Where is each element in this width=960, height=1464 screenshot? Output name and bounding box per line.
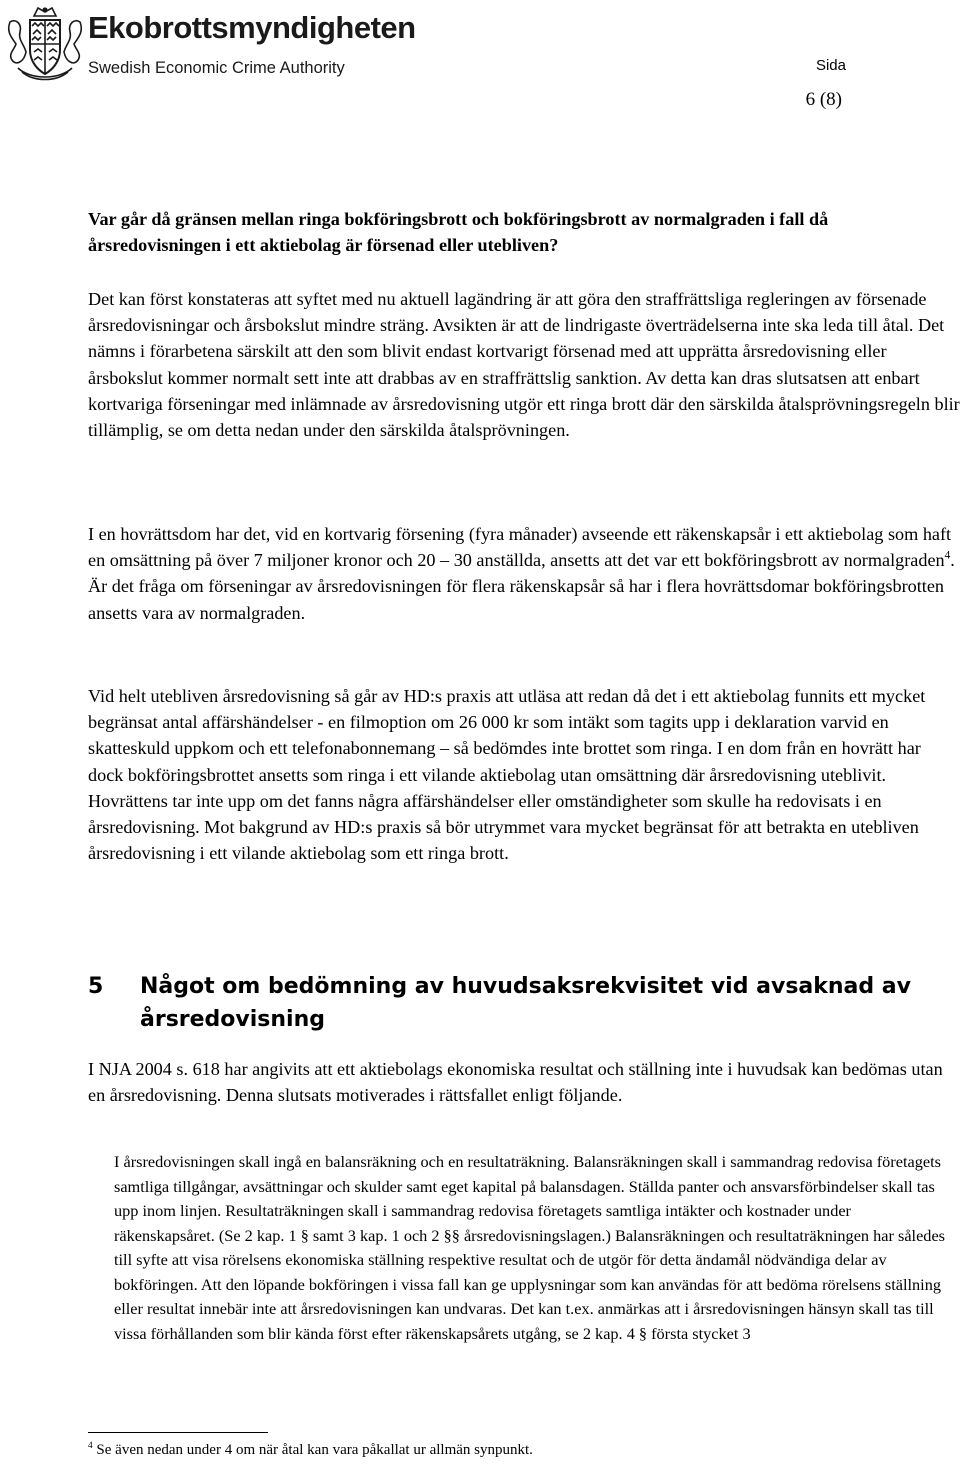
paragraph <box>88 286 960 443</box>
footnote-text: Se även nedan under 4 om när åtal kan vara påkallat ur allmän synpunkt. <box>96 1442 533 1458</box>
paragraph-text: Vid helt utebliven årsredovisning så går av HD:s praxis att utläsa att redan då det i ett aktiebolag funnits ett mycket begränsat antal affärshändelser - en filmoption om 26 000 kr som intäkt som tagits upp i deklaration varvid en skatteskuld uppkom och ett telefonabonnemang – så bedömdes inte brottet som ringa. I en dom från en hovrätt har dock bokföringsbrottet ansetts som ringa i ett vilande aktiebolag utan omsättning där årsredovisning uteblivit. Hovrättens tar inte upp om det fanns några affärshändelser eller omständigheter som skulle ha redovisats i en årsredovisning. Mot bakgrund av HD:s praxis så bör utrymmet vara mycket begränsat för att betrakta en utebliven årsredovisning i ett vilande aktiebolag som ett ringa brott. <box>88 686 926 864</box>
paragraph-text: Det kan först konstateras att syftet med nu aktuell lagändring är att göra den straffrättsliga regleringen av försenade årsredovisningar och årsbokslut mindre sträng. Avsikten är att de lindrigaste överträdelserna inte ska leda till åtal. Det nämns i förarbetena särskilt att den som blivit endast kortvarigt försenad med att upprätta årsredovisning eller årsbokslut kommer normalt sett inte att drabbas av en straffrättslig sanktion. Av detta kan dras slutsatsen att enbart kortvariga förseningar med inlämnade av årsredovisning utgör ett ringa brott där den särskilda åtalsprövningsregeln blir tillämplig, se om detta nedan under den särskilda åtalsprövningen. <box>88 289 960 441</box>
question-text: Var går då gränsen mellan ringa bokföringsbrott och bokföringsbrott av normalgraden i fall då årsredovisningen i ett aktiebolag är försenad eller utebliven? <box>88 209 829 256</box>
coat-of-arms-icon <box>6 6 84 82</box>
section-title: Något om bedömning av huvudsaksrekvisitet vid avsaknad av årsredovisning <box>140 974 911 1032</box>
footnote-separator <box>88 1432 268 1433</box>
footnote-reference: 4 <box>944 549 951 562</box>
paragraph <box>88 683 960 866</box>
section-question <box>88 206 960 258</box>
page-number: 6 (8) <box>805 89 842 110</box>
agency-logo <box>6 2 416 84</box>
paragraph-text <box>88 521 960 626</box>
paragraph-text: I NJA 2004 s. 618 har angivits att ett aktiebolags ekonomiska resultat och ställning inte i huvudsak kan bedömas utan en årsredovisning. Denna slutsats motiverades i rättsfallet enligt följande. <box>88 1059 943 1106</box>
block-quote <box>114 1150 946 1346</box>
footnote-number: 4 <box>88 1440 93 1451</box>
page-label: Sida <box>815 57 846 74</box>
agency-subtitle: Swedish Economic Crime Authority <box>88 59 345 77</box>
agency-name: Ekobrottsmyndigheten <box>88 10 416 45</box>
paragraph <box>88 521 960 626</box>
footnote <box>88 1440 533 1460</box>
paragraph <box>88 1056 960 1108</box>
quote-text: I årsredovisningen skall ingå en balansräkning och en resultaträkning. Balansräkningen skall i sammandrag redovisa företagets samtliga tillgångar, avsättningar och skulder samt eget kapital på balansdagen. Ställda panter och ansvarsförbindelser skall tas upp inom linjen. Resultaträkningen skall i sammandrag redovisa företagets samtliga intäkter och kostnader under räkenskapsåret. (Se 2 kap. 1 § samt 3 kap. 1 och 2 §§ årsredovisningslagen.) Balansräkningen och resultaträkningen har således till syfte att visa rörelsens ekonomiska ställning respektive resultat och de utgör för detta ändamål nödvändiga delar av bokföringen. Att den löpande bokföringen i vissa fall kan ge upplysningar som kan användas för att bedöma rörelsens ställning eller resultat innebär inte att årsredovisningen kan undvaras. Det kan t.ex. anmärkas att i årsredovisningen hänsyn skall tas till vissa förhållanden som blir kända först efter räkenskapsårets utgång, se 2 kap. 4 § första stycket 3 <box>114 1152 946 1343</box>
section-heading <box>88 970 948 1036</box>
section-number: 5 <box>88 974 104 999</box>
paragraph-text-part: I en hovrättsdom har det, vid en kortvarig försening (fyra månader) avseende ett räkenskapsår i ett aktiebolag som haft en omsättning på över 7 miljoner kronor och 20 – 30 anställda, ansetts att det var ett bokföringsbrott av normalgraden <box>88 524 952 571</box>
paragraph-text-part: . Är det fråga om förseningar av årsredovisningen för flera räkenskapsår så har i flera hovrättsdomar bokföringsbrotten ansetts vara av normalgraden. <box>88 550 955 623</box>
